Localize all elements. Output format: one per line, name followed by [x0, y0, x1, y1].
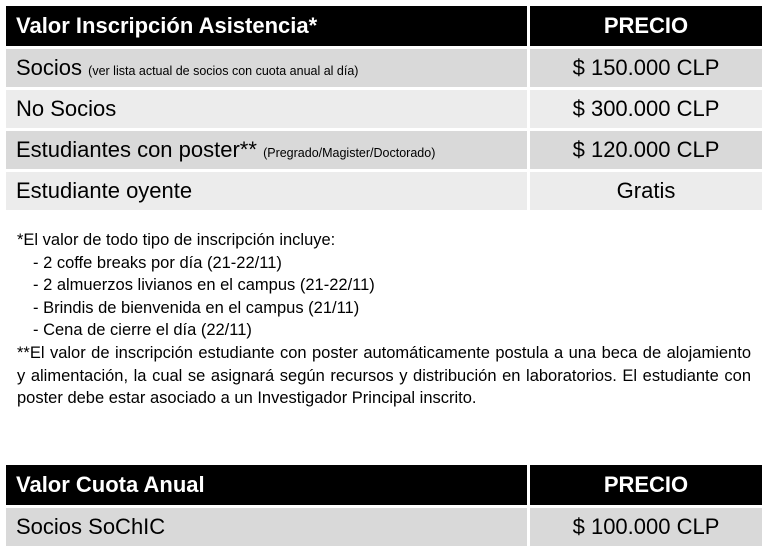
row-label-cell: [6, 46, 530, 87]
row-label-cell: [6, 505, 530, 546]
row-price: $ 150.000 CLP: [530, 46, 762, 87]
included-items-list: [17, 252, 751, 342]
header-description: Valor Cuota Anual: [6, 465, 530, 505]
row-price: $ 100.000 CLP: [530, 505, 762, 546]
row-label: Estudiante oyente: [16, 178, 193, 203]
header-description: Valor Inscripción Asistencia*: [6, 6, 530, 46]
table-row: [6, 128, 762, 169]
list-item: - 2 almuerzos livianos en el campus (21-22/11): [33, 276, 375, 295]
table-row: [6, 87, 762, 128]
list-item: - 2 coffe breaks por día (21-22/11): [33, 253, 282, 272]
table-row: [6, 505, 762, 546]
row-label-cell: [6, 87, 530, 128]
header-price: PRECIO: [530, 465, 762, 505]
table-header-row: [6, 465, 762, 505]
registration-notes: [17, 229, 751, 410]
table-row: [6, 169, 762, 210]
header-price: PRECIO: [530, 6, 762, 46]
row-price: Gratis: [530, 169, 762, 210]
row-price: $ 120.000 CLP: [530, 128, 762, 169]
table-row: [6, 46, 762, 87]
row-label: Socios SoChIC: [16, 514, 166, 539]
row-note: (ver lista actual de socios con cuota anual al día): [88, 64, 359, 78]
registration-price-table: [6, 6, 762, 210]
row-label: No Socios: [16, 96, 117, 121]
row-note: (Pregrado/Magister/Doctorado): [263, 146, 436, 160]
row-label: Socios: [16, 55, 83, 80]
annual-fee-table: [6, 465, 762, 546]
row-label-cell: [6, 169, 530, 210]
row-price: $ 300.000 CLP: [530, 87, 762, 128]
row-label: Estudiantes con poster**: [16, 137, 257, 162]
list-item: - Brindis de bienvenida en el campus (21/11): [33, 298, 360, 317]
notes-intro: *El valor de todo tipo de inscripción incluye:: [17, 231, 336, 249]
row-label-cell: [6, 128, 530, 169]
list-item: - Cena de cierre el día (22/11): [33, 321, 252, 340]
table-header-row: [6, 6, 762, 46]
student-poster-footnote: **El valor de inscripción estudiante con poster automáticamente postula a una beca de alojamiento y alimentación, la cual se asignará según recursos y distribución en laboratorios. El estudiante con poster debe estar asociado a un Investigador Principal inscrito.: [17, 343, 751, 408]
